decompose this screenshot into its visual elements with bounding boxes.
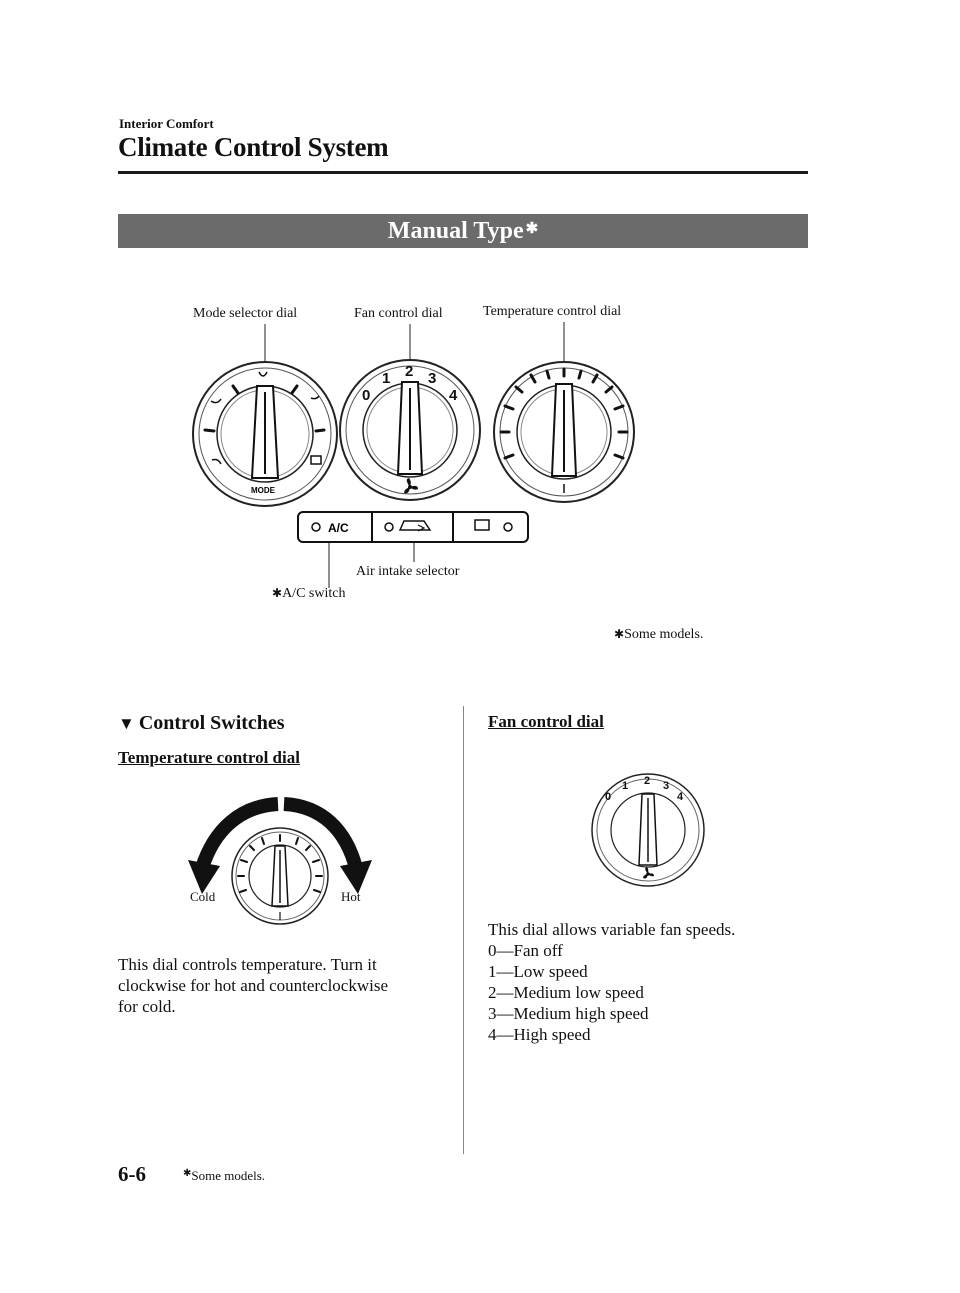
label-air-intake: Air intake selector xyxy=(356,564,460,579)
control-switches-heading xyxy=(118,712,285,735)
switch-bar xyxy=(298,512,528,542)
cold-label: Cold xyxy=(190,889,216,904)
fan-small-speed-2: 2 xyxy=(644,775,651,787)
temperature-description-line: for cold. xyxy=(118,997,176,1016)
fan-control-dial xyxy=(340,360,480,500)
section-label: Interior Comfort xyxy=(119,116,214,131)
banner-title: Manual Type xyxy=(387,218,524,244)
fan-subheading: Fan control dial xyxy=(488,712,604,731)
fan-small-speed-3: 3 xyxy=(663,780,670,792)
control-switches-heading-text: Control Switches xyxy=(138,712,285,734)
figure-footnote-star-icon: ✱ xyxy=(614,627,625,641)
figure-footnote-text: Some models. xyxy=(624,627,704,642)
fan-dial-figure xyxy=(588,770,708,890)
temperature-control-dial xyxy=(494,362,634,502)
fan-speed-item: 0―Fan off xyxy=(488,941,563,960)
fan-speed-0: 0 xyxy=(362,387,371,404)
fan-speed-item: 3―Medium high speed xyxy=(488,1004,649,1023)
ac-button-text: A/C xyxy=(328,521,349,535)
fan-speed-item: 1―Low speed xyxy=(488,962,588,981)
hot-label: Hot xyxy=(341,889,361,904)
ac-star-icon: ✱ xyxy=(272,586,283,600)
fan-intro: This dial allows variable fan speeds. xyxy=(488,920,736,939)
label-mode-selector: Mode selector dial xyxy=(193,306,298,321)
label-fan-control: Fan control dial xyxy=(354,306,443,321)
fan-small-speed-0: 0 xyxy=(605,791,612,803)
temperature-description-line: clockwise for hot and counterclockwise xyxy=(118,976,389,995)
fan-speed-2: 2 xyxy=(405,363,414,380)
fan-speed-item: 2―Medium low speed xyxy=(488,983,644,1002)
fan-speed-4: 4 xyxy=(449,387,458,404)
fan-speed-3: 3 xyxy=(428,370,437,387)
footer-footnote-text: Some models. xyxy=(191,1168,266,1183)
banner-star-icon: ✱ xyxy=(525,221,539,237)
temperature-subheading: Temperature control dial xyxy=(118,748,300,767)
fan-small-speed-1: 1 xyxy=(622,780,629,792)
page-title: Climate Control System xyxy=(118,132,389,162)
fan-speed-1: 1 xyxy=(382,370,391,387)
footer-footnote xyxy=(183,1168,265,1184)
fan-small-speed-4: 4 xyxy=(677,791,684,803)
fan-speed-item: 4―High speed xyxy=(488,1025,591,1044)
triangle-down-icon: ▼ xyxy=(118,714,135,733)
fan-speed-list xyxy=(488,940,649,1045)
page-number: 6-6 xyxy=(118,1162,146,1186)
ac-switch-text: A/C switch xyxy=(282,586,346,601)
mode-text: MODE xyxy=(251,486,275,495)
label-temperature-control: Temperature control dial xyxy=(483,304,622,319)
mode-selector-dial xyxy=(193,362,337,506)
temperature-description-line: This dial controls temperature. Turn it xyxy=(118,955,377,974)
temperature-description xyxy=(118,954,448,1017)
footer-star-icon: ✱ xyxy=(183,1168,192,1179)
temperature-dial-figure xyxy=(180,790,380,930)
column-divider xyxy=(463,706,464,1154)
